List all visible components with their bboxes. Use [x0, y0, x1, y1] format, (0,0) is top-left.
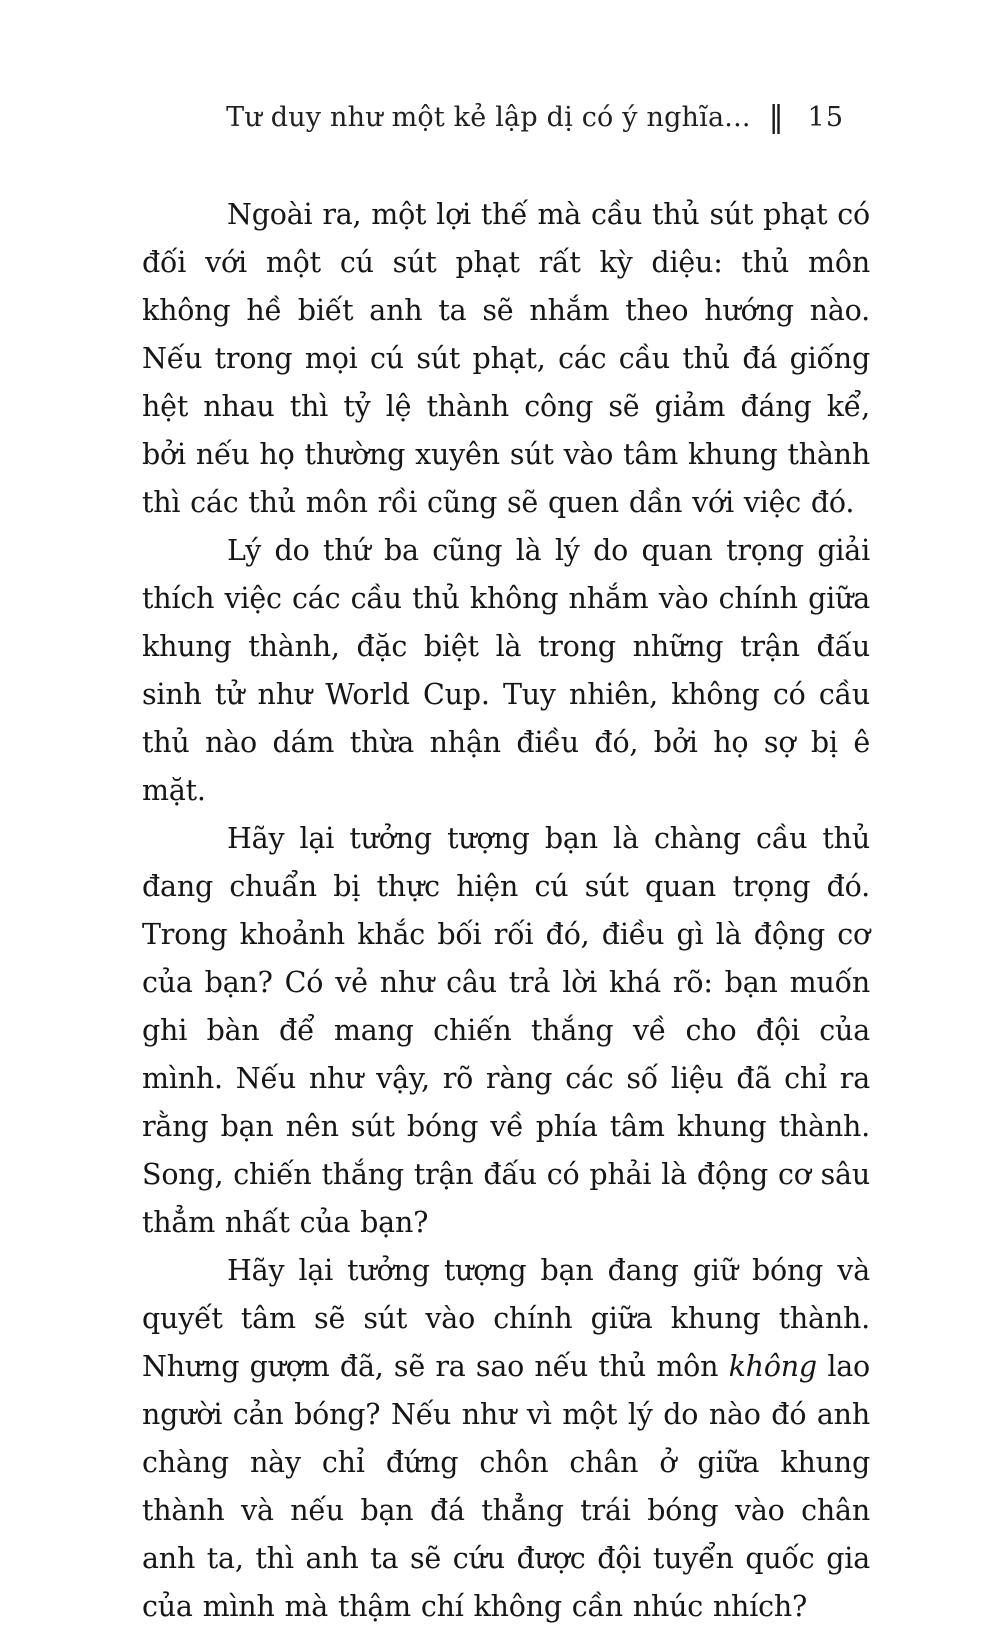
text-run: Lý do thứ ba cũng là lý do quan trọng giải thích việc các cầu thủ không nhắm vào chính giữa khung thành, đặc biệt là trong những trận đấu sinh tử như World Cup. Tuy nhiên, không có cầu thủ nào dám thừa nhận điều đó, bởi họ sợ bị ê mặt.	[142, 534, 870, 807]
text-run: Hãy lại tưởng tượng bạn đang giữ bóng và quyết tâm sẽ sút vào chính giữa khung thành. Nhưng gượm đã, sẽ ra sao nếu thủ môn	[142, 1254, 870, 1383]
paragraph	[142, 1247, 870, 1631]
paragraph	[142, 815, 870, 1247]
paragraph	[142, 191, 870, 527]
paragraph	[142, 527, 870, 815]
text-run: lao người cản bóng? Nếu như vì một lý do nào đó anh chàng này chỉ đứng chôn chân ở giữa khung thành và nếu bạn đá thẳng trái bóng vào chân anh ta, thì anh ta sẽ cứu được đội tuyển quốc gia của mình mà thậm chí không cần nhúc nhích?	[142, 1350, 870, 1623]
emphasized-text: không	[728, 1350, 817, 1383]
text-run: Ngoài ra, một lợi thế mà cầu thủ sút phạt có đối với một cú sút phạt rất kỳ diệu: thủ môn không hề biết anh ta sẽ nhắm theo hướng nào. Nếu trong mọi cú sút phạt, các cầu thủ đá giống hệt nhau thì tỷ lệ thành công sẽ giảm đáng kể, bởi nếu họ thường xuyên sút vào tâm khung thành thì các thủ môn rồi cũng sẽ quen dần với việc đó.	[142, 198, 870, 519]
text-run: Hãy lại tưởng tượng bạn là chàng cầu thủ đang chuẩn bị thực hiện cú sút quan trọng đó. Trong khoảnh khắc bối rối đó, điều gì là động cơ của bạn? Có vẻ như câu trả lời khá rõ: bạn muốn ghi bàn để mang chiến thắng về cho đội của mình. Nếu như vậy, rõ ràng các số liệu đã chỉ ra rằng bạn nên sút bóng về phía tâm khung thành. Song, chiến thắng trận đấu có phải là động cơ sâu thẳm nhất của bạn?	[142, 822, 870, 1239]
body-text	[142, 191, 870, 1631]
header-separator-bars: ‖	[768, 100, 784, 135]
running-title: Tư duy như một kẻ lập dị có ý nghĩa...	[226, 102, 751, 133]
page-header	[142, 100, 870, 135]
page-number: 15	[807, 102, 844, 133]
